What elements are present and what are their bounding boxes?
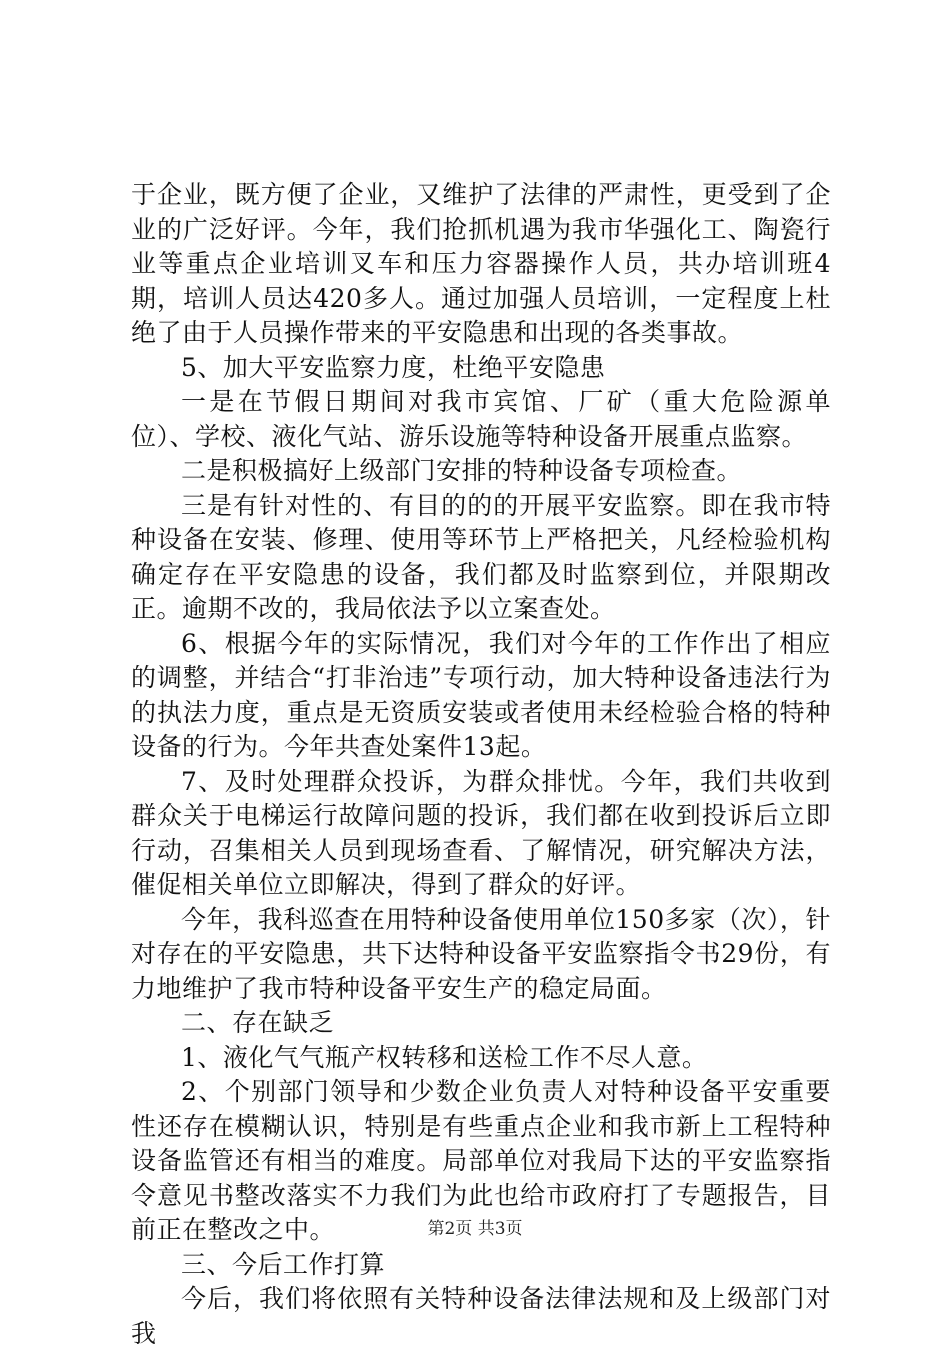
paragraph-7: 7、及时处理群众投诉，为群众排忧。今年，我们共收到群众关于电梯运行故障问题的投诉，我们都在收到投诉后立即行动，召集相关人员到现场查看、了解情况，研究解决方法，催促相关单位立即解决，得到了群众的好评。 [131,766,831,899]
page-number: 第2页 共3页 [427,1219,523,1239]
paragraph-6: 6、根据今年的实际情况，我们对今年的工作作出了相应的调整，并结合“打非治违”专项行动，加大特种设备违法行为的执法力度，重点是无资质安装或者使用未经检验合格的特种设备的行为。今年共查处案件13起。 [131,628,831,761]
paragraph-11: 2、个别部门领导和少数企业负责人对特种设备平安重要性还存在模糊认识，特别是有些重点企业和我市新上工程特种设备监管还有相当的难度。局部单位对我局下达的平安监察指令意见书整改落实不力我们为此也给市政府打了专题报告，目前正在整改之中。 [131,1077,831,1244]
paragraph-5: 三是有针对性的、有目的的的开展平安监察。即在我市特种设备在安装、修理、使用等环节上严格把关，凡经检验机构确定存在平安隐患的设备，我们都及时监察到位，并限期改正。逾期不改的，我局依法予以立案查处。 [131,490,831,623]
section-heading-3: 三、今后工作打算 [181,1249,386,1279]
paragraph-13: 今后，我们将依照有关特种设备法律法规和及上级部门对我 [131,1284,831,1348]
paragraph-1: 于企业，既方便了企业，又维护了法律的严肃性，更受到了企业的广泛好评。今年，我们抢抓机遇为我市华强化工、陶瓷行业等重点企业培训叉车和压力容器操作人员，共办培训班4期，培训人员达420多人。通过加强人员培训，一定程度上杜绝了由于人员操作带来的平安隐患和出现的各类事故。 [131,180,831,347]
paragraph-10: 1、液化气气瓶产权转移和送检工作不尽人意。 [181,1042,708,1072]
paragraph-8: 今年，我科巡查在用特种设备使用单位150多家（次），针对存在的平安隐患，共下达特种设备平安监察指令书29份，有力地维护了我市特种设备平安生产的稳定局面。 [131,904,831,1003]
paragraph-3: 一是在节假日期间对我市宾馆、厂矿（重大危险源单位）、学校、液化气站、游乐设施等特种设备开展重点监察。 [131,387,831,451]
document-body [131,178,831,1351]
section-heading-2: 二、存在缺乏 [181,1008,335,1037]
paragraph-4: 二是积极搞好上级部门安排的特种设备专项检查。 [181,456,743,485]
heading-item-5: 5、加大平安监察力度，杜绝平安隐患 [181,352,606,382]
